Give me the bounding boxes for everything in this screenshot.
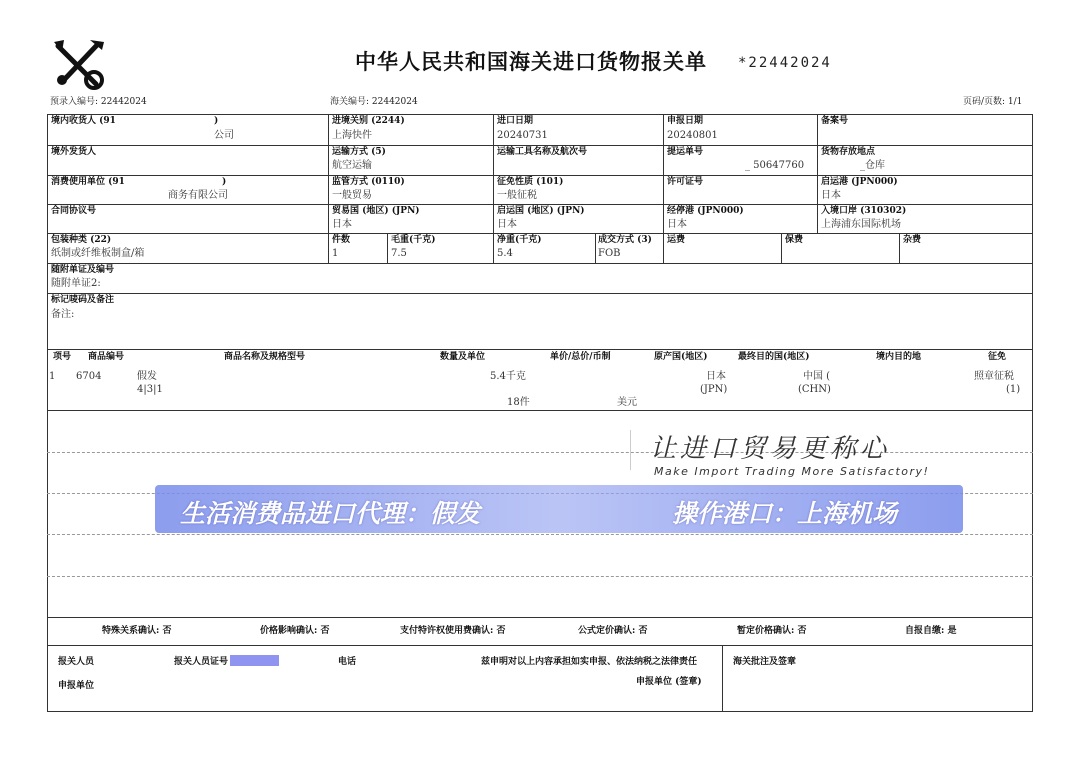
customs-emblem-icon	[50, 36, 108, 92]
goods-header-name: 商品名称及规格型号	[224, 352, 306, 362]
redaction-mark	[230, 655, 279, 666]
marks-value: 备注:	[51, 309, 75, 320]
goods-qty-weight: 5.4千克	[490, 371, 526, 382]
departure-port-label: 启运港 (JPN000)	[821, 177, 898, 187]
trade-country-label: 贸易国 (地区) (JPN)	[332, 206, 420, 216]
license-label: 许可证号	[667, 177, 704, 187]
supervision-value: 一般贸易	[332, 190, 372, 201]
net-weight-label: 净重(千克)	[497, 235, 542, 245]
consumer-label: 消费使用单位 (91	[51, 177, 125, 187]
self-pay-confirm: 自报自缴: 是	[905, 626, 957, 636]
banner-left-text: 生活消费品进口代理：假发	[180, 499, 481, 528]
marks-label: 标记唛码及备注	[51, 295, 115, 305]
goods-code: 6704	[76, 371, 102, 382]
supervision-label: 监管方式 (0110)	[332, 177, 405, 187]
bill-no-label: 提运单号	[667, 147, 704, 157]
departure-port-value: 日本	[821, 190, 841, 201]
pieces-label: 件数	[332, 235, 351, 245]
contract-label: 合同协议号	[51, 206, 97, 216]
entry-customs-value: 上海快件	[332, 130, 372, 141]
docs-value: 随附单证2:	[51, 278, 101, 289]
consignee-value: 公司	[214, 130, 234, 141]
goods-header-levy: 征免	[988, 352, 1007, 362]
goods-qty-pieces: 18件	[507, 397, 530, 408]
gross-weight-value: 7.5	[391, 248, 407, 259]
royalty-confirm: 支付特许权使用费确认: 否	[400, 626, 506, 636]
storage-value: _仓库	[860, 160, 885, 171]
goods-spec: 4|3|1	[137, 384, 163, 395]
goods-levy-code: (1)	[1006, 384, 1021, 395]
entry-customs-label: 进境关别 (2244)	[332, 116, 405, 126]
pre-entry-number: 预录入编号: 22442024	[50, 97, 147, 107]
goods-item-no: 1	[49, 371, 56, 382]
vehicle-label: 运输工具名称及航次号	[497, 147, 588, 157]
special-relation-confirm: 特殊关系确认: 否	[102, 626, 172, 636]
storage-label: 货物存放地点	[821, 147, 876, 157]
goods-header-domestic: 境内目的地	[876, 352, 922, 362]
banner-right-text: 操作港口：上海机场	[672, 499, 898, 528]
formula-price-confirm: 公式定价确认: 否	[578, 626, 648, 636]
form-serial: *22442024	[738, 55, 832, 71]
page-info: 页码/页数: 1/1	[963, 97, 1023, 107]
watermark-english: Make Import Trading More Satisfactory!	[654, 465, 930, 478]
consignee-label: 境内收货人 (91	[51, 116, 116, 126]
customs-number: 海关编号: 22442024	[330, 97, 418, 107]
pieces-value: 1	[332, 248, 339, 259]
goods-name: 假发	[137, 371, 157, 382]
goods-header-code: 商品编号	[88, 352, 125, 362]
declarant-label: 报关人员	[58, 657, 95, 667]
declare-date-label: 申报日期	[667, 116, 704, 126]
form-title: 中华人民共和国海关进口货物报关单	[355, 50, 707, 74]
goods-currency: 美元	[617, 397, 637, 408]
record-no-label: 备案号	[821, 116, 849, 126]
provisional-price-confirm: 暂定价格确认: 否	[737, 626, 807, 636]
misc-fee-label: 杂费	[903, 235, 922, 245]
transport-mode-value: 航空运输	[332, 160, 372, 171]
deal-mode-value: FOB	[598, 248, 621, 259]
transport-mode-label: 运输方式 (5)	[332, 147, 386, 157]
entry-port-label: 入境口岸 (310302)	[821, 206, 907, 216]
goods-origin-code: (JPN)	[700, 384, 728, 395]
consumer-paren: )	[222, 177, 227, 187]
net-weight-value: 5.4	[497, 248, 513, 259]
consignee-paren: )	[214, 116, 219, 126]
declare-date-value: 20240801	[667, 130, 718, 141]
entry-port-value: 上海浦东国际机场	[821, 219, 901, 230]
goods-destination-code: (CHN)	[798, 384, 831, 395]
declare-unit-label: 申报单位	[58, 681, 95, 691]
goods-header-origin: 原产国(地区)	[654, 352, 708, 362]
declare-unit-seal: 申报单位 (签章)	[636, 677, 702, 687]
legal-statement: 兹申明对以上内容承担如实申报、依法纳税之法律责任	[481, 657, 698, 667]
consignor-label: 境外发货人	[51, 147, 97, 157]
transit-port-value: 日本	[667, 219, 687, 230]
package-value: 纸制或纤维板制盒/箱	[51, 248, 145, 259]
transit-port-label: 经停港 (JPN000)	[667, 206, 744, 216]
origin-country-label: 启运国 (地区) (JPN)	[497, 206, 585, 216]
goods-destination: 中国 (	[803, 371, 831, 382]
gross-weight-label: 毛重(千克)	[391, 235, 436, 245]
deal-mode-label: 成交方式 (3)	[598, 235, 652, 245]
consumer-value: 商务有限公司	[168, 190, 228, 201]
package-label: 包装种类 (22)	[51, 235, 112, 245]
insurance-label: 保费	[785, 235, 804, 245]
phone-label: 电话	[338, 657, 357, 667]
goods-header-qty: 数量及单位	[440, 352, 486, 362]
goods-header-item-no: 项号	[53, 352, 72, 362]
goods-origin: 日本	[706, 371, 726, 382]
goods-header-price: 单价/总价/币制	[550, 352, 611, 362]
import-date-value: 20240731	[497, 130, 548, 141]
declarant-cert-label: 报关人员证号	[174, 657, 229, 667]
docs-label: 随附单证及编号	[51, 265, 115, 275]
origin-country-value: 日本	[497, 219, 517, 230]
goods-header-destination: 最终目的国(地区)	[738, 352, 810, 362]
levy-nature-label: 征免性质 (101)	[497, 177, 564, 187]
price-effect-confirm: 价格影响确认: 否	[260, 626, 330, 636]
trade-country-value: 日本	[332, 219, 352, 230]
freight-label: 运费	[667, 235, 686, 245]
bill-no-value: _ 50647760	[745, 160, 805, 171]
goods-levy: 照章征税	[974, 371, 1014, 382]
customs-approval-label: 海关批注及签章	[733, 657, 797, 667]
levy-nature-value: 一般征税	[497, 190, 537, 201]
watermark-script: 让进口贸易更称心	[650, 434, 891, 464]
import-date-label: 进口日期	[497, 116, 534, 126]
